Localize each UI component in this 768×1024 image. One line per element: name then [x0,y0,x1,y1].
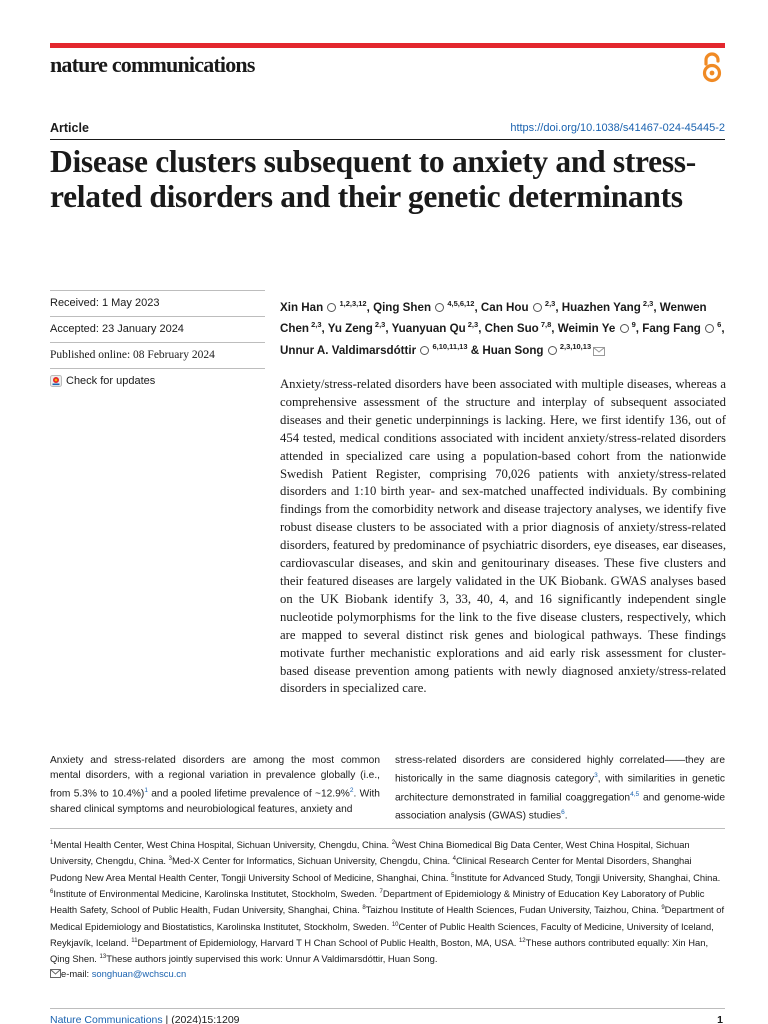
affiliations-list [50,839,724,964]
author-separator: , [551,322,558,336]
author-separator: , [721,322,725,336]
author-name: Yuanyuan Qu [391,322,466,336]
reference-link[interactable]: 6 [561,809,565,817]
author-separator: , [555,300,562,314]
abstract: Anxiety/stress-related disorders have been associated with multiple diseases, whereas a comprehensive assessment of the structure and interplay of subsequent associated diseases and their genetic underpinnings is lacking. Here, we first identify 136, out of 454 tested, medical conditions associated with incident anxiety/stress-related disorders attended in specialized care using a population-based cohort from the nationwide Swedish Patient Register, comprising 70,026 patients with anxiety/stress-related disorders and 1:10 birth year- and sex-matched unaffected individuals. By combining findings from the comorbidity network and disease trajectory analyses, we identify five robust disease clusters to be associated with a prior diagnosis of anxiety/stress-related disorders, featured by predominance of psychiatric disorders, eye diseases, ear diseases, cardiovascular diseases, and skin and genitourinary diseases. These five clusters and their featured diseases are largely validated in the UK Biobank. GWAS analyses based on the UK Biobank identify 3, 33, 40, 4, and 16 significantly independent single nucleotide polymorphisms for the link to the five disease clusters, respectively, which are mapped to several distinct risk genes and biological pathways. These findings motivate further mechanistic explorations and aid early risk assessment for cluster-based disease prevention among patients with newly diagnosed anxiety/stress-related disorders in specialized care. [280,377,727,696]
affiliation-text: Clinical Research Center for Mental Disorders, Shanghai Pudong New Area Mental Health Center, Tongji University School of Medicine, Shanghai, China. [50,855,692,883]
header-accent-bar [50,43,725,48]
author-separator: , [478,322,485,336]
author-separator: , [653,300,660,314]
affiliation-text: These authors jointly supervised this work: Unnur A Valdimarsdóttir, Huan Song. [106,953,438,965]
envelope-icon [50,969,61,978]
title-rule [50,139,725,140]
author-separator: , [321,322,328,336]
author-affiliation-sup: 2,3 [308,320,322,330]
author-affiliation-sup: 9 [629,320,636,330]
author-name: Fang Fang [642,322,701,336]
author-name: Unnur A. Valdimarsdóttir [280,343,417,357]
affiliation-text: Institute of Environmental Medicine, Karolinska Institutet, Stockholm, Sweden. [53,888,380,900]
author-separator: , [635,322,643,336]
author-name: Xin Han [280,300,324,314]
author-separator: , [474,300,481,314]
article-dates [50,290,265,393]
affiliation-number: 11 [131,937,138,944]
author-name: Wenwen Chen [280,300,707,336]
intro-text: . With shared clinical symptoms and neurobiological features, anxiety and [50,788,380,815]
affiliations [50,836,726,981]
affiliation-text: Institute for Advanced Study, Tongji University, Shanghai, China. [454,871,721,883]
reference-link[interactable]: 1 [144,787,148,795]
intro-column-2 [395,753,725,824]
footer-citation [50,1014,240,1024]
affiliation-number: 6 [50,888,54,895]
published-date: Published online: 08 February 2024 [50,343,265,369]
article-type: Article [50,121,89,135]
affiliation-text: These authors contributed equally: Xin Han, Qing Shen. [50,937,709,965]
author-affiliation-sup: 2,3,10,13 [557,341,592,351]
orcid-icon[interactable] [620,324,629,333]
reference-link[interactable]: 3 [594,772,598,780]
affiliation-text: Department of Epidemiology, Harvard T H Chan School of Public Health, Boston, MA, USA. [137,937,519,949]
author-name: Yu Zeng [327,322,373,336]
author-affiliation-sup: 6 [715,320,722,330]
intro-text: , with similarities in genetic architecture demonstrated in familial coaggregation [395,773,726,804]
article-title: Disease clusters subsequent to anxiety and stress-related disorders and their genetic determinants [50,144,696,214]
author-affiliation-sup: 6,10,11,13 [430,341,468,351]
email-label: e-mail: [61,967,92,979]
accepted-date: Accepted: 23 January 2024 [50,317,265,343]
open-access-icon [700,52,724,84]
footer-citation-text: | (2024)15:1209 [162,1014,240,1024]
affiliation-number: 4 [452,856,457,863]
received-date: Received: 1 May 2023 [50,290,265,317]
author-affiliation-sup: 2,3 [542,299,556,308]
doi-link[interactable]: https://doi.org/10.1038/s41467-024-45445-2 [510,122,725,134]
affiliation-text: Mental Health Center, West China Hospital, Sichuan University, Chengdu, China. [53,839,392,851]
author-name: Chen Suo [484,322,539,336]
author-separator: , [385,322,392,336]
affiliation-text: Med-X Center for Informatics, Sichuan University, Chengdu, China. [171,855,453,867]
affiliation-number: 13 [99,954,107,961]
page-number: 1 [717,1014,723,1024]
author-name: Huazhen Yang [561,300,641,314]
author-name: Qing Shen [373,300,432,314]
affiliation-text: Department of Epidemiology & Ministry of Education Key Laboratory of Public Health Safety, School of Public Health, Fudan University, Shanghai, China. [50,888,705,916]
affiliation-number: 1 [50,840,54,846]
orcid-icon[interactable] [533,303,542,312]
footer-journal-link[interactable]: Nature Communications [50,1014,163,1024]
author-separator: & [467,343,483,357]
check-for-updates-label: Check for updates [66,375,156,387]
affiliation-number: 10 [391,921,399,928]
intro-text: and a pooled lifetime prevalence of ~12.9% [147,788,350,800]
reference-link[interactable]: 2 [349,787,354,795]
intro-text: and genome-wide association analysis (GWAS) studies [395,792,726,822]
author-affiliation-sup: 4,5,6,12 [445,299,475,308]
author-name: Huan Song [482,343,544,357]
orcid-icon[interactable] [548,346,557,355]
author-list [280,295,728,359]
envelope-icon[interactable] [593,347,605,356]
email-link[interactable]: songhuan@wchscu.cn [91,967,187,979]
check-for-updates-button[interactable] [50,369,265,393]
author-affiliation-sup: 2,3 [465,320,479,330]
intro-text: Anxiety and stress-related disorders are among the most common mental disorders, with a regional variation in prevalence globally (i.e., from 5.3% to 10.4%) [50,755,380,800]
author-affiliation-sup: 7,8 [538,320,552,330]
affiliation-number: 12 [518,937,526,944]
affiliation-text: Department of Medical Epidemiology and Biostatistics, Karolinska Institutet, Stockholm, Sweden. [50,904,725,932]
affiliation-text: Taizhou Institute of Health Sciences, Fudan University, Taizhou, China. [365,904,662,916]
author-affiliation-sup: 1,2,3,12 [337,299,367,308]
affiliation-number: 8 [362,905,366,912]
author-affiliation-sup: 2,3 [372,320,386,330]
author-affiliation-sup: 2,3 [640,299,654,308]
orcid-icon[interactable] [705,324,714,333]
reference-link[interactable]: 4,5 [630,790,640,798]
intro-text: stress-related disorders are considered highly correlated——they are historically in the same diagnosis category [395,755,725,785]
affiliation-number: 9 [661,905,665,912]
affiliation-text: Center of Public Health Sciences, Faculty of Medicine, University of Iceland, Reykjavík, Iceland. [50,920,714,949]
affiliations-rule [50,828,725,829]
orcid-icon[interactable] [435,303,444,312]
author-name: Weimin Ye [557,322,616,336]
affiliation-text: West China Biomedical Big Data Center, West China Hospital, Sichuan University, Chengdu, China. [50,839,690,867]
intro-column-1 [50,753,380,817]
journal-name: nature communications [50,52,255,77]
orcid-icon[interactable] [327,303,336,312]
affiliation-number: 7 [379,888,383,895]
footer-rule [50,1008,725,1009]
check-for-updates-icon [50,375,62,387]
affiliation-number: 5 [451,872,455,879]
orcid-icon[interactable] [420,346,429,355]
affiliation-number: 2 [391,840,396,846]
author-name: Can Hou [480,300,529,314]
intro-text: . [564,810,568,822]
author-separator: , [366,300,374,314]
affiliation-number: 3 [168,856,172,863]
